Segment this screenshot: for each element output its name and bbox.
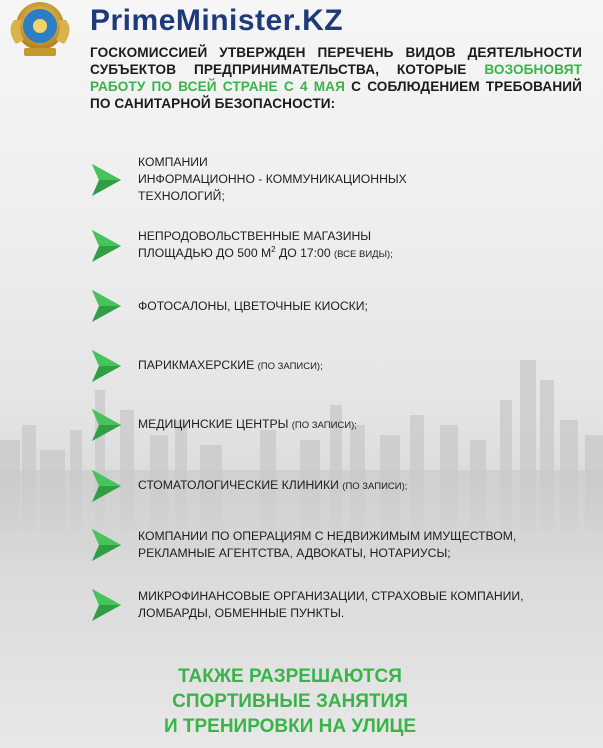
site-title: PrimeMinister.KZ xyxy=(90,4,344,37)
list-item-medical-centers xyxy=(90,408,590,442)
list-item-line: КОМПАНИИ xyxy=(138,155,208,169)
footer-line: ТАКЖЕ РАЗРЕШАЮТСЯ xyxy=(178,666,402,687)
list-item-line: КОМПАНИИ ПО ОПЕРАЦИЯМ С НЕДВИЖИМЫМ ИМУЩЕСТВОМ, xyxy=(138,529,517,543)
footer-line: И ТРЕНИРОВКИ НА УЛИЦЕ xyxy=(163,716,417,737)
list-item-text: МЕДИЦИНСКИЕ ЦЕНТРЫ xyxy=(138,417,292,431)
intro-text-part1: ГОСКОМИССИЕЙ УТВЕРЖДЕН ПЕРЕЧЕНЬ ВИДОВ ДЕЯТЕЛЬНОСТИ СУБЪЕКТОВ ПРЕДПРИНИМАТЕЛЬСТВА, КОТОРЫЕ xyxy=(90,45,582,77)
list-item-text: ПЛОЩАДЬЮ ДО 500 М xyxy=(138,246,272,260)
list-item-real-estate xyxy=(90,528,590,562)
list-item-it-companies xyxy=(90,154,590,205)
list-item-text: ДО 17:00 xyxy=(275,246,334,260)
list-item-text: СТОМАТОЛОГИЧЕСКИЕ КЛИНИКИ xyxy=(138,478,343,492)
superscript: 2 xyxy=(271,244,276,254)
list-item-line: ТЕХНОЛОГИЙ; xyxy=(138,189,225,203)
list-item-line: ЛОМБАРДЫ, ОБМЕННЫЕ ПУНКТЫ. xyxy=(138,606,345,620)
footer-banner xyxy=(0,664,580,739)
list-item-non-food-stores xyxy=(90,228,590,263)
list-item-note: (ВСЕ ВИДЫ); xyxy=(333,249,393,260)
green-arrow-icon xyxy=(90,588,122,622)
list-item-hairdressers xyxy=(90,349,590,383)
green-arrow-icon xyxy=(90,349,122,383)
green-arrow-icon xyxy=(90,289,122,323)
green-arrow-icon xyxy=(90,163,122,197)
list-item-text: ФОТОСАЛОНЫ, ЦВЕТОЧНЫЕ КИОСКИ; xyxy=(138,298,368,313)
list-item-line: РЕКЛАМНЫЕ АГЕНТСТВА, АДВОКАТЫ, НОТАРИУСЫ; xyxy=(138,546,451,560)
green-arrow-icon xyxy=(90,528,122,562)
list-item-note: (ПО ЗАПИСИ); xyxy=(257,361,323,372)
green-arrow-icon xyxy=(90,469,122,503)
list-item-photo-salons xyxy=(90,289,590,323)
list-item-dental-clinics xyxy=(90,469,590,503)
list-item-line: МИКРОФИНАНСОВЫЕ ОРГАНИЗАЦИИ, СТРАХОВЫЕ КОМПАНИИ, xyxy=(138,589,524,603)
footer-line: СПОРТИВНЫЕ ЗАНЯТИЯ xyxy=(172,691,408,712)
intro-highlight: ВОЗОБНОВЯТ РАБОТУ ПО ВСЕЙ СТРАНЕ С 4 МАЯ xyxy=(90,62,582,94)
list-item-line: НЕПРОДОВОЛЬСТВЕННЫЕ МАГАЗИНЫ xyxy=(138,229,372,243)
green-arrow-icon xyxy=(90,408,122,442)
list-item-line: ИНФОРМАЦИОННО - КОММУНИКАЦИОННЫХ xyxy=(138,172,407,186)
list-item-text: ПАРИКМАХЕРСКИЕ xyxy=(138,358,258,372)
list-item-note: (ПО ЗАПИСИ); xyxy=(291,420,357,431)
green-arrow-icon xyxy=(90,229,122,263)
intro-text-part2: С СОБЛЮДЕНИЕМ ТРЕБОВАНИЙ ПО САНИТАРНОЙ БЕЗОПАСНОСТИ: xyxy=(90,79,582,111)
list-item-note: (ПО ЗАПИСИ); xyxy=(342,481,408,492)
list-item-microfinance xyxy=(90,588,590,622)
